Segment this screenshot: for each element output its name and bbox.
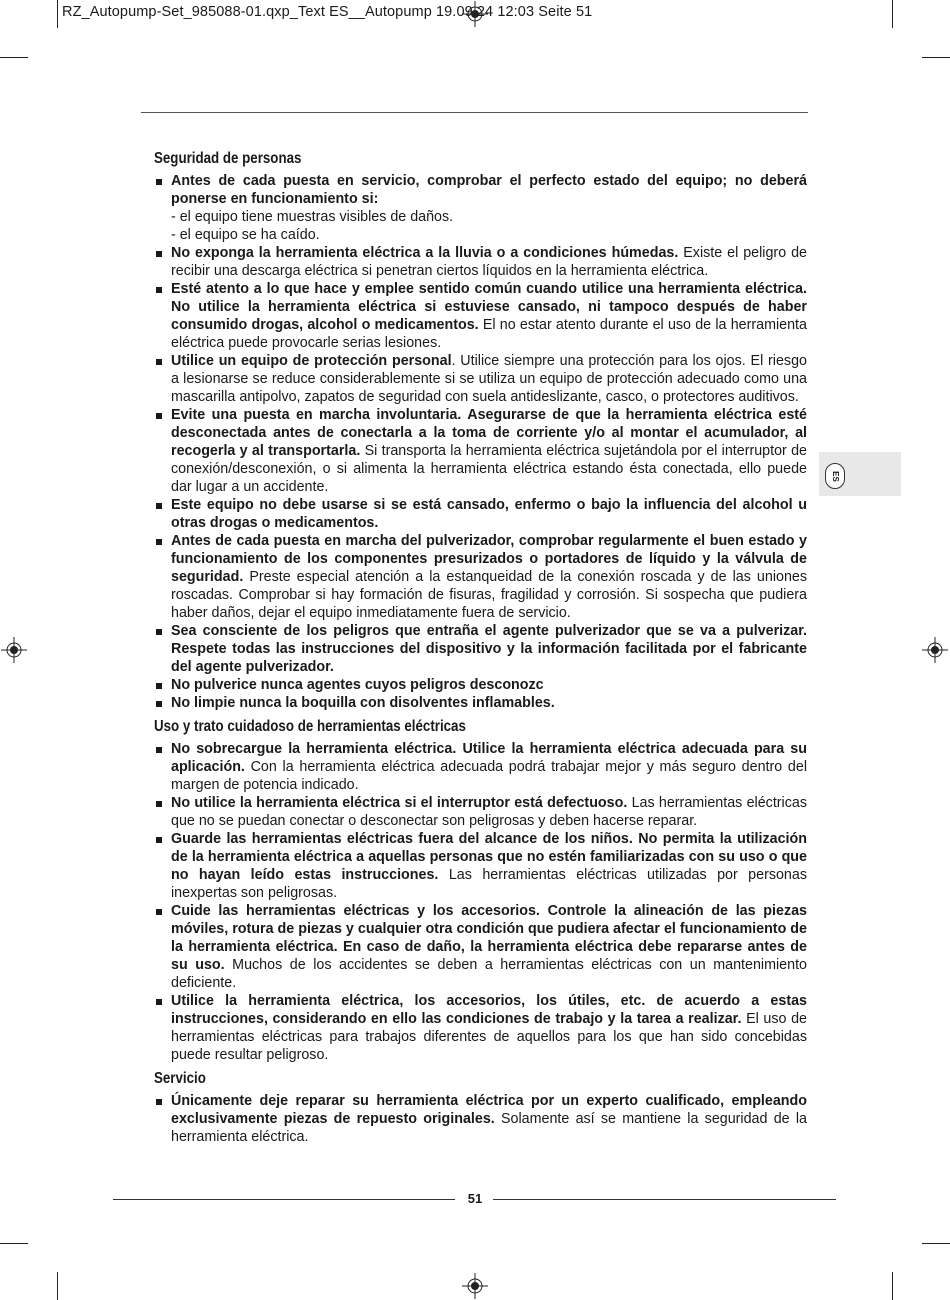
crop-mark bbox=[57, 1272, 58, 1300]
list-item bbox=[154, 406, 807, 496]
item-bold-text: Esté atento a lo que hace y emplee sentido común cuando utilice una herramienta eléctrica. No utilice la herramienta eléctrica si estuviese cansado, ni tampoco después de haber consumido drogas, alcohol o medicamentos. bbox=[171, 281, 807, 333]
item-text: Las herramientas eléctricas que no se puedan conectar o desconectar son peligrosas y deben hacerse reparar. bbox=[171, 795, 807, 829]
item-bold-text: Sea consciente de los peligros que entraña el agente pulverizador que se va a pulverizar. Respete todas las instrucciones del dispositivo y la información facilitada por el fabricante del agente pulverizador. bbox=[171, 623, 807, 675]
crop-mark bbox=[0, 1243, 28, 1244]
item-bold-text: Este equipo no debe usarse si se está cansado, enfermo o bajo la influencia del alcohol u otras drogas o medicamentos. bbox=[171, 497, 807, 531]
section-heading: Uso y trato cuidadoso de herramientas eléctricas bbox=[154, 718, 466, 735]
list-item bbox=[154, 902, 807, 992]
item-text: Las herramientas eléctricas utilizadas por personas inexpertas son peligrosas. bbox=[171, 867, 807, 901]
list-item bbox=[154, 280, 807, 352]
list-item bbox=[154, 622, 807, 676]
list-item bbox=[154, 830, 807, 902]
bullet-list bbox=[154, 172, 807, 712]
item-subline: - el equipo tiene muestras visibles de daños. bbox=[171, 209, 454, 225]
crop-mark bbox=[892, 0, 893, 28]
page-number: 51 bbox=[467, 1191, 483, 1206]
footer-rule-left bbox=[113, 1199, 455, 1200]
item-text: Muchos de los accidentes se deben a herramientas eléctricas con un mantenimiento deficiente. bbox=[171, 957, 807, 991]
print-slug: RZ_Autopump-Set_985088-01.qxp_Text ES__Autopump 19.09.24 12:03 Seite 51 bbox=[62, 4, 593, 20]
item-bold-text: Únicamente deje reparar su herramienta eléctrica por un experto cualificado, empleando exclusivamente piezas de repuesto originales. bbox=[171, 1093, 807, 1127]
bullet-list bbox=[154, 1092, 807, 1146]
header-rule bbox=[141, 112, 808, 113]
list-item bbox=[154, 244, 807, 280]
list-item bbox=[154, 1092, 807, 1146]
language-badge bbox=[825, 463, 845, 489]
registration-mark-icon bbox=[1, 637, 27, 663]
item-bold-text: No exponga la herramienta eléctrica a la lluvia o a condiciones húmedas. bbox=[171, 245, 679, 261]
item-text: Existe el peligro de recibir una descarga eléctrica si penetran ciertos líquidos en la herramienta eléctrica. bbox=[171, 245, 807, 279]
item-bold-text: Antes de cada puesta en marcha del pulverizador, comprobar regularmente el buen estado y funcionamiento de los componentes presurizados o portadores de líquido y la válvula de seguridad. bbox=[171, 533, 807, 585]
registration-mark-icon bbox=[462, 1273, 488, 1299]
list-item bbox=[154, 496, 807, 532]
list-item bbox=[154, 352, 807, 406]
list-item bbox=[154, 694, 807, 712]
crop-mark bbox=[892, 1272, 893, 1300]
item-text: El uso de herramientas eléctricas para trabajos diferentes de aquellos para los que han sido concebidas puede resultar peligroso. bbox=[171, 1011, 807, 1063]
item-text: Solamente así se mantiene la seguridad de la herramienta eléctrica. bbox=[171, 1111, 807, 1145]
item-bold-text: Guarde las herramientas eléctricas fuera del alcance de los niños. No permita la utilización de la herramienta eléctrica a aquellas personas que no estén familiarizadas con su uso o que no hayan leído estas instrucciones. bbox=[171, 831, 807, 883]
item-text: El no estar atento durante el uso de la herramienta eléctrica puede provocarle serias lesiones. bbox=[171, 317, 807, 351]
item-bold-text: Utilice la herramienta eléctrica, los accesorios, los útiles, etc. de acuerdo a estas instrucciones, considerando en ello las condiciones de trabajo y la tarea a realizar. bbox=[171, 993, 807, 1027]
item-text: Si transporta la herramienta eléctrica sujetándola por el interruptor de conexión/desconexión, o si alimenta la herramienta eléctrica estando ésta conectada, ello puede dar lugar a un accidente. bbox=[171, 443, 807, 495]
item-text: Preste especial atención a la estanqueidad de la conexión roscada y de las uniones roscadas. Comprobar si hay formación de fisuras, fragilidad y corrosión. Si sospecha que pudiera haber daños, dejar el equipo inmediatamente fuera de servicio. bbox=[171, 569, 807, 621]
item-subline: - el equipo se ha caído. bbox=[171, 227, 320, 243]
document-body bbox=[154, 150, 807, 1152]
list-item bbox=[154, 740, 807, 794]
list-item bbox=[154, 992, 807, 1064]
section-heading: Servicio bbox=[154, 1070, 206, 1087]
list-item bbox=[154, 676, 807, 694]
bullet-list bbox=[154, 740, 807, 1064]
item-text: . Utilice siempre una protección para los ojos. El riesgo a lesionarse se reduce considerablemente si se utiliza un equipo de protección adecuado como una mascarilla antipolvo, zapatos de seguridad con suela antideslizante, casco, o protectores auditivos. bbox=[171, 353, 807, 405]
section-heading: Seguridad de personas bbox=[154, 150, 302, 167]
item-bold-text: No limpie nunca la boquilla con disolventes inflamables. bbox=[171, 695, 555, 711]
footer-rule-right bbox=[493, 1199, 836, 1200]
crop-mark bbox=[922, 57, 950, 58]
item-bold-text: No pulverice nunca agentes cuyos peligros desconozc bbox=[171, 677, 544, 693]
crop-mark bbox=[0, 57, 28, 58]
item-bold-text: No utilice la herramienta eléctrica si el interruptor está defectuoso. bbox=[171, 795, 628, 811]
item-bold-text: Cuide las herramientas eléctricas y los accesorios. Controle la alineación de las piezas móviles, rotura de piezas y cualquier otra condición que pudiera afectar el funcionamiento de la herramienta eléctrica. En caso de daño, la herramienta eléctrica debe repararse antes de su uso. bbox=[171, 903, 807, 973]
item-text: Con la herramienta eléctrica adecuada podrá trabajar mejor y más seguro dentro del margen de potencia indicado. bbox=[171, 759, 807, 793]
item-bold-text: Evite una puesta en marcha involuntaria. Asegurarse de que la herramienta eléctrica esté desconectada antes de conectarla a la toma de corriente y/o al montar el acumulador, al recogerla y al transportarla. bbox=[171, 407, 807, 459]
registration-mark-icon bbox=[922, 637, 948, 663]
crop-mark bbox=[57, 0, 58, 28]
crop-mark bbox=[922, 1243, 950, 1244]
item-bold-text: No sobrecargue la herramienta eléctrica. Utilice la herramienta eléctrica adecuada para su aplicación. bbox=[171, 741, 807, 775]
list-item bbox=[154, 532, 807, 622]
item-bold-text: Utilice un equipo de protección personal bbox=[171, 353, 452, 369]
item-bold-text: Antes de cada puesta en servicio, comprobar el perfecto estado del equipo; no deberá ponerse en funcionamiento si: bbox=[171, 173, 807, 207]
list-item bbox=[154, 794, 807, 830]
language-label: ES bbox=[830, 470, 840, 482]
list-item bbox=[154, 172, 807, 244]
